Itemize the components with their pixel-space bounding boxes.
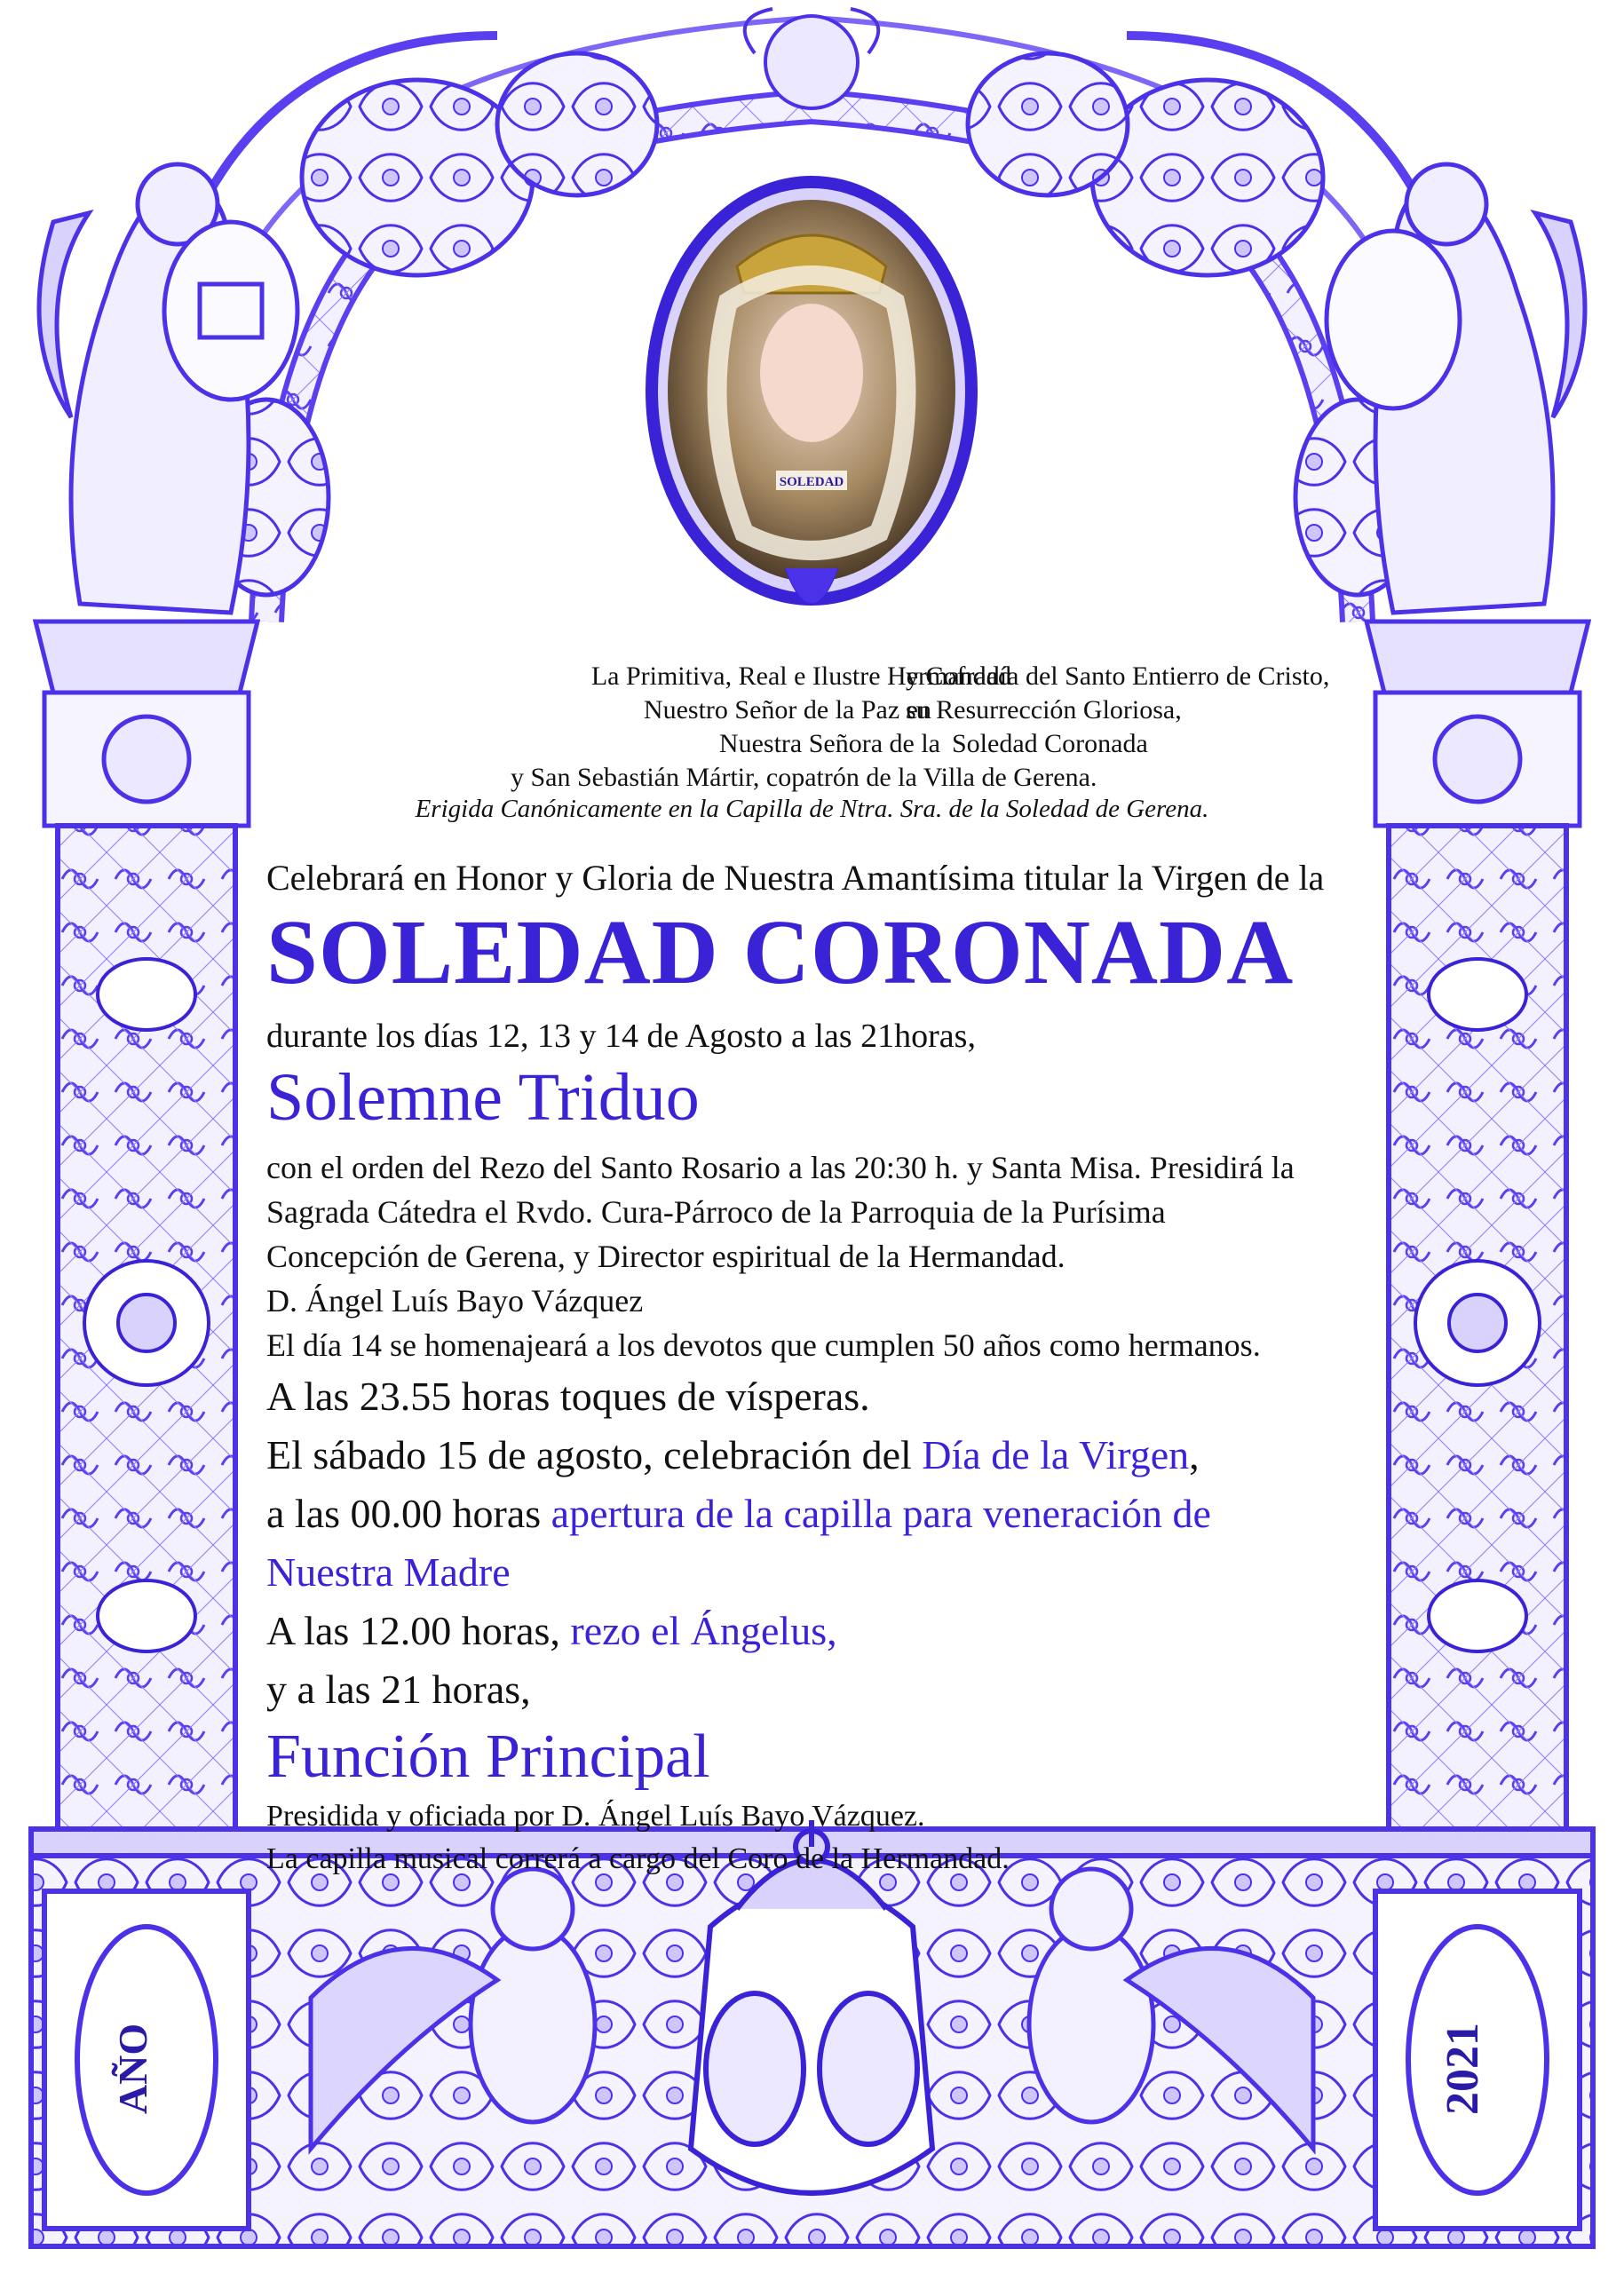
body-line-2: Sagrada Cátedra el Rvdo. Cura-Párroco de la Parroquia de la Purísima bbox=[266, 1194, 1166, 1230]
header-line-1-left: La Primitiva, Real e Ilustre Hermandad bbox=[590, 661, 1011, 691]
intro-text: Celebrará en Honor y Gloria de Nuestra Amantísima titular la Virgen de la bbox=[266, 858, 1325, 898]
header-line-3-right: Soledad Coronada bbox=[952, 729, 1148, 758]
header-line-1-right: y Cofradía del Santo Entierro de Cristo, bbox=[906, 661, 1330, 691]
body-line-7 bbox=[266, 1426, 1358, 1485]
body-line-8 bbox=[266, 1485, 1358, 1543]
header-line-2-right: su Resurrección Gloriosa, bbox=[906, 695, 1182, 725]
rezo-angelus: rezo el Ángelus, bbox=[570, 1608, 837, 1653]
year-value: 2021 bbox=[1438, 2023, 1488, 2115]
header-line-4: y San Sebastián Mártir, copatrón de la Villa de Gerena. bbox=[511, 763, 1097, 792]
body-line-7c: , bbox=[1189, 1432, 1200, 1477]
main-title: SOLEDAD CORONADA bbox=[266, 901, 1295, 1003]
dia-de-la-virgen: Día de la Virgen bbox=[922, 1432, 1190, 1477]
header-line-3-left: Nuestra Señora de la bbox=[718, 729, 940, 758]
body-line-1: con el orden del Rezo del Santo Rosario a las 20:30 h. y Santa Misa. Presidirá la bbox=[266, 1150, 1295, 1185]
body-line-9: Nuestra Madre bbox=[266, 1549, 511, 1595]
body-line-5: El día 14 se homenajeará a los devotos que cumplen 50 años como hermanos. bbox=[266, 1327, 1261, 1363]
triduo-dates: durante los días 12, 13 y 14 de Agosto a las 21horas, bbox=[266, 1018, 976, 1055]
body-line-12: Presidida y oficiada por D. Ángel Luís Bayo Vázquez. bbox=[266, 1800, 925, 1833]
triduo-title: Solemne Triduo bbox=[266, 1060, 700, 1135]
body-line-7a: El sábado 15 de agosto, celebración del bbox=[266, 1432, 923, 1477]
year-label: AÑO bbox=[110, 2023, 155, 2115]
body-line-10 bbox=[266, 1602, 1358, 1660]
body-line-11: y a las 21 horas, bbox=[266, 1667, 531, 1712]
apertura-capilla: apertura de la capilla para veneración de bbox=[551, 1491, 1211, 1536]
body-line-10a: A las 12.00 horas, bbox=[266, 1608, 571, 1653]
program-body bbox=[266, 1145, 1358, 1881]
body-line-13: La capilla musical correrá a cargo del Coro de la Hermandad. bbox=[266, 1842, 1010, 1875]
body-line-6: A las 23.55 horas toques de vísperas. bbox=[266, 1374, 870, 1419]
brotherhood-header bbox=[266, 661, 1358, 1875]
body-line-8a: a las 00.00 horas bbox=[266, 1491, 551, 1536]
body-line-4: D. Ángel Luís Bayo Vázquez bbox=[266, 1283, 644, 1319]
body-line-3: Concepción de Gerena, y Director espiritual de la Hermandad. bbox=[266, 1239, 1066, 1274]
header-line-2-left: Nuestro Señor de la Paz en bbox=[643, 695, 931, 725]
funcion-principal-title: Función Principal bbox=[266, 1723, 710, 1791]
medallion-label: SOLEDAD bbox=[779, 475, 844, 489]
virgin-medallion bbox=[652, 182, 971, 604]
header-line-5: Erigida Canónicamente en la Capilla de Ntra. Sra. de la Soledad de Gerena. bbox=[415, 795, 1209, 823]
